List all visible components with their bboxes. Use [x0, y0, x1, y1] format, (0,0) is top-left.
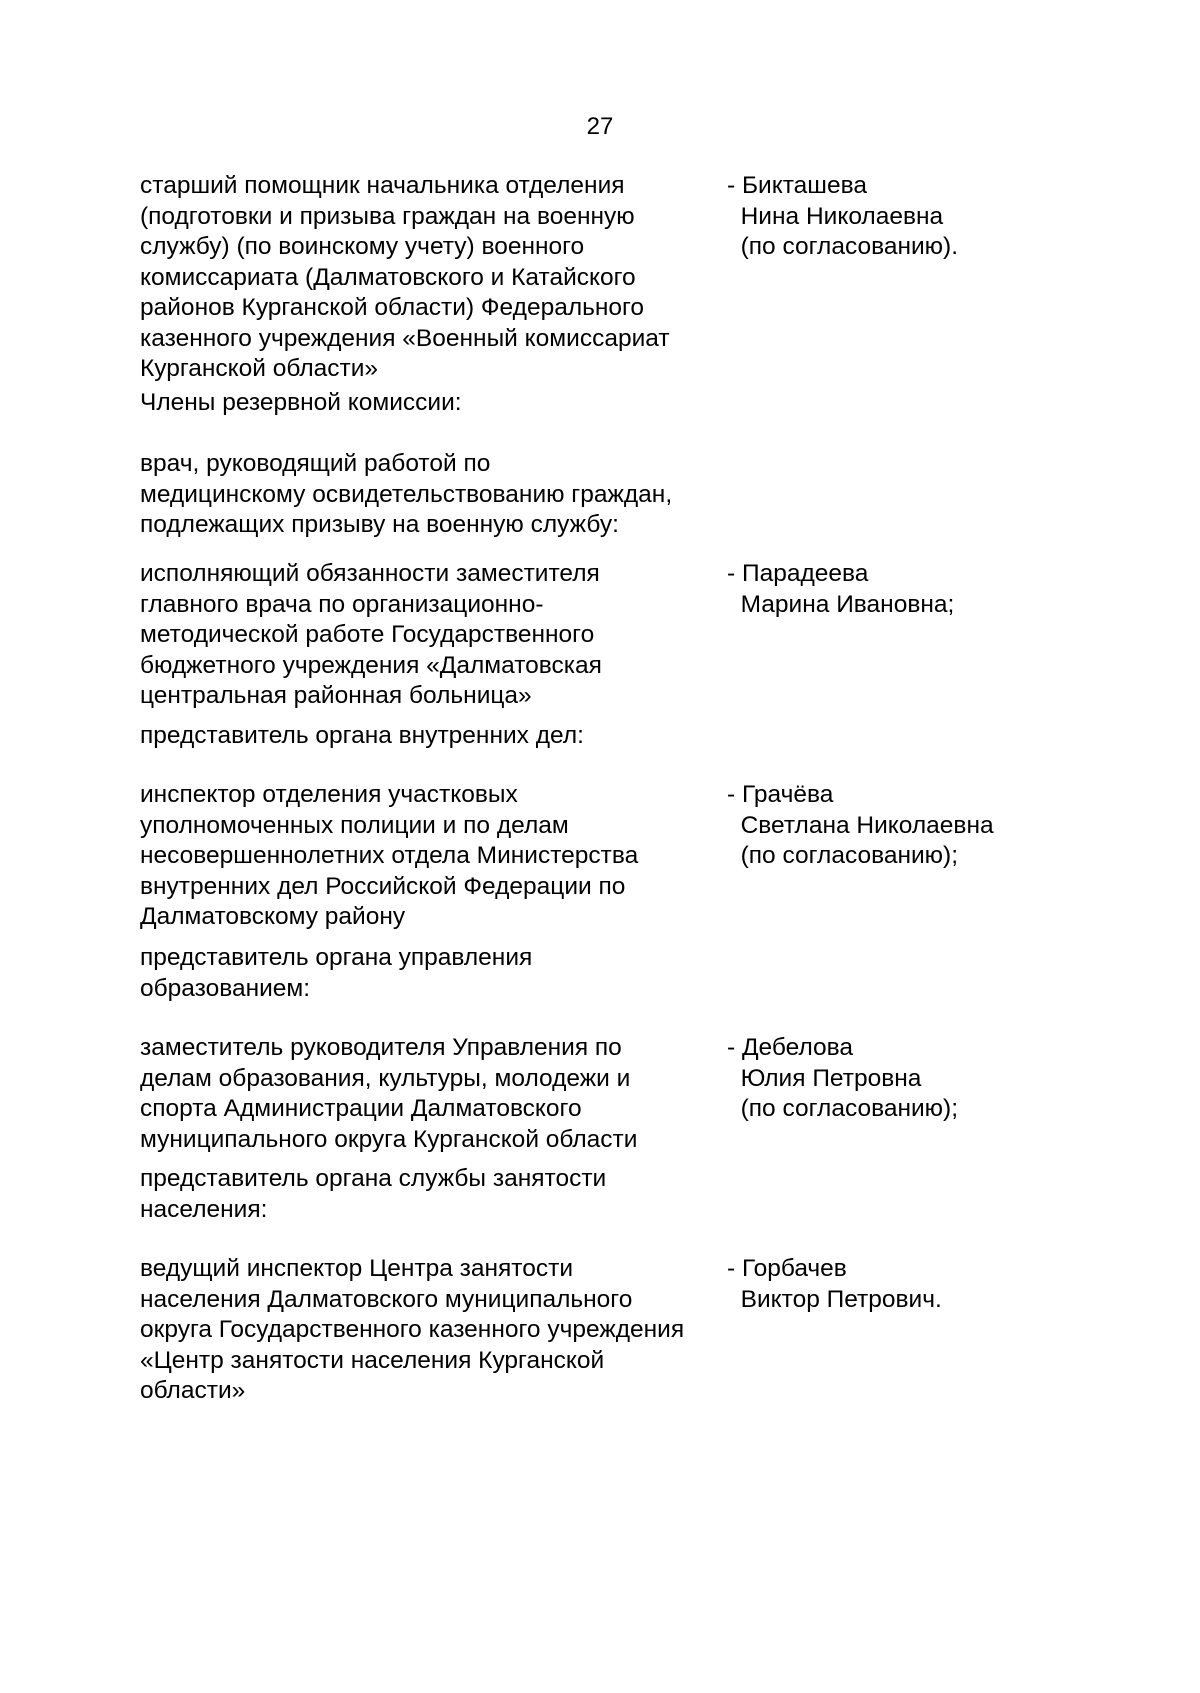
member-debelova: - Дебелова Юлия Петровна (по согласованию);	[727, 1034, 959, 1122]
category-internal-affairs: представитель органа внутренних дел:	[140, 722, 584, 749]
position-education: заместитель руководителя Управления по делам образования, культуры, молодежи и спорта Администрации Далматовского муниципального округа Курганской области	[140, 1034, 638, 1153]
member-gracheva: - Грачёва Светлана Николаевна (по согласованию);	[727, 781, 994, 869]
position-hospital: исполняющий обязанности заместителя главного врача по организационно- методической работе Государственного бюджетного учреждения «Далматовская центральная районная больница»	[140, 560, 602, 709]
member-biktasheva: - Бикташева Нина Николаевна (по согласованию).	[727, 172, 959, 260]
category-employment: представитель органа службы занятости населения:	[140, 1165, 607, 1223]
position-police: инспектор отделения участковых уполномоченных полиции и по делам несовершеннолетних отдела Министерства внутренних дел Российской Федерации по Далматовскому району	[140, 781, 639, 930]
member-gorbachev: - Горбачев Виктор Петрович.	[727, 1255, 942, 1313]
members-heading: Члены резервной комиссии:	[140, 389, 462, 416]
page-number: 27	[586, 113, 614, 140]
position-employment: ведущий инспектор Центра занятости населения Далматовского муниципального округа Государственного казенного учреждения «Центр занятости населения Курганской области»	[140, 1255, 685, 1404]
position-military-commissariat: старший помощник начальника отделения (подготовки и призыва граждан на военную службу) (по воинскому учету) военного комиссариата (Далматовского и Катайского районов Курганской области) Федерального казенного учреждения «Военный комиссариат Курганской области»	[140, 172, 670, 382]
category-education: представитель органа управления образованием:	[140, 944, 533, 1002]
category-doctor: врач, руководящий работой по медицинскому освидетельствованию граждан, подлежащих призыву на военную службу:	[140, 450, 673, 538]
member-paradeeva: - Парадеева Марина Ивановна;	[727, 560, 955, 618]
